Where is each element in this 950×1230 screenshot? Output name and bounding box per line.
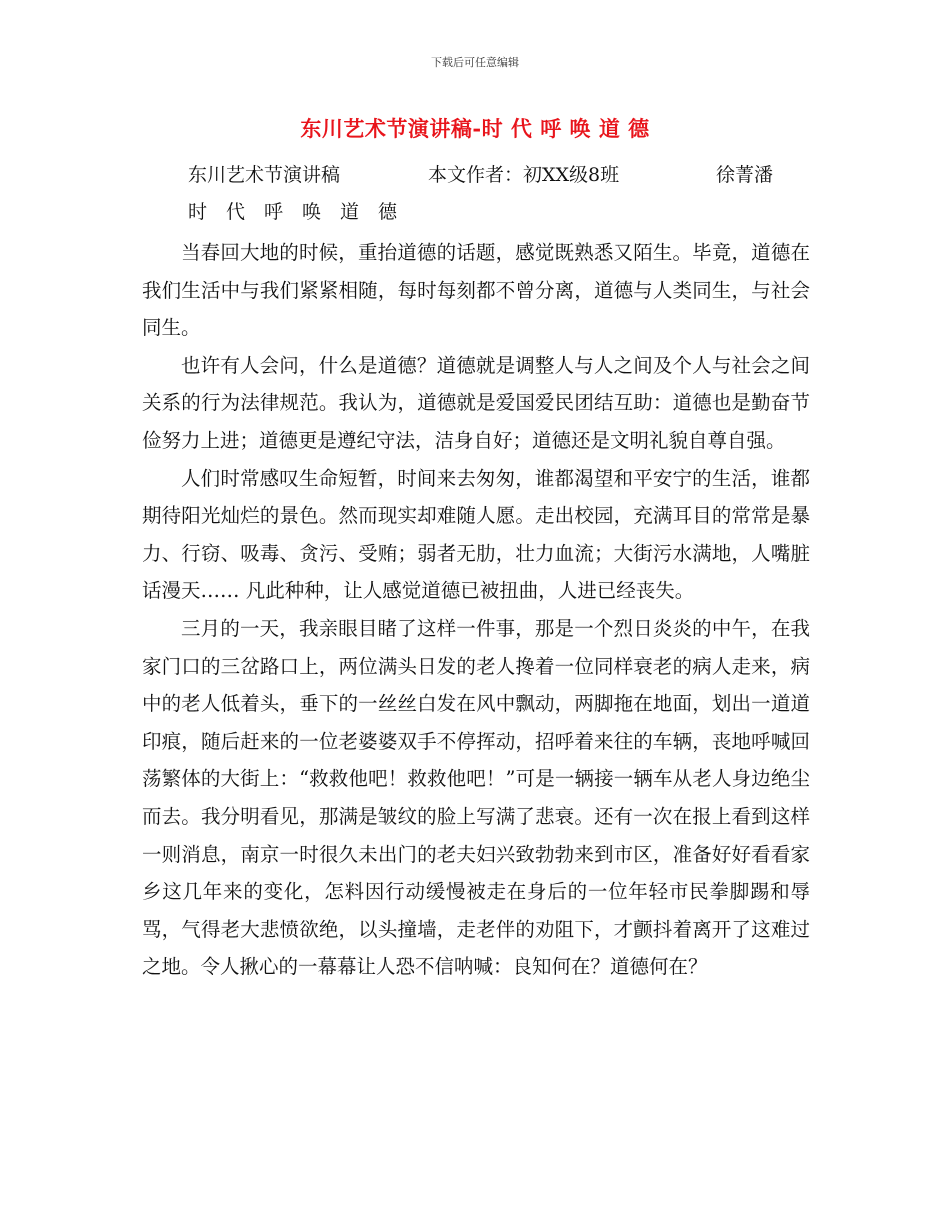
header-note: 下载后可任意编辑	[431, 56, 519, 69]
byline-author-name: 徐菁潘	[716, 164, 774, 186]
body-text	[142, 234, 810, 986]
byline-event: 东川艺术节演讲稿	[188, 164, 341, 186]
byline	[188, 160, 828, 190]
byline-author-class: 本文作者：初XX级8班	[428, 164, 620, 186]
speech-subtitle: 时 代 呼 唤 道 德	[188, 201, 398, 223]
paragraph: 人们时常感叹生命短暂，时间来去匆匆，谁都渴望和平安宁的生活，谁都期待阳光灿烂的景色。然而现实却难随人愿。走出校园，充满耳目的常常是暴力、行窃、吸毒、贪污、受贿；弱者无肋，壮力血流；大街污水满地，人嘴脏话漫天…… 凡此种种，让人感觉道德已被扭曲，人进已经丧失。	[142, 466, 810, 603]
paragraph: 三月的一天，我亲眼目睹了这样一件事，那是一个烈日炎炎的中午，在我家门口的三岔路口上，两位满头日发的老人搀着一位同样衰老的病人走来，病中的老人低着头，垂下的一丝丝白发在风中飘动，两脚拖在地面，划出一道道印痕，随后赶来的一位老婆婆双手不停挥动，招呼着来往的车辆，丧地呼喊回荡繁体的大街上：“救救他吧！救救他吧！”可是一辆接一辆车从老人身边绝尘而去。我分明看见，那满是皱纹的脸上写满了悲衰。还有一次在报上看到这样一则消息，南京一时很久未出门的老夫妇兴致勃勃来到市区，准备好好看看家乡这几年来的变化，怎料因行动缓慢被走在身后的一位年轻市民拳脚踢和辱骂，气得老大悲愤欲绝，以头撞墙，走老伴的劝阻下，才颤抖着离开了这难过之地。令人揪心的一幕幕让人恐不信呐喊：良知何在？道德何在？	[142, 616, 810, 979]
paragraph: 也许有人会问，什么是道德？道德就是调整人与人之间及个人与社会之间关系的行为法律规范。我认为，道德就是爱国爱民团结互助：道德也是勤奋节俭努力上进；道德更是遵纪守法，洁身自好；道德还是文明礼貌自尊自强。	[142, 353, 810, 452]
document-title: 东川艺术节演讲稿-时 代 呼 唤 道 德	[300, 116, 650, 141]
paragraph: 当春回大地的时候，重抬道德的话题，感觉既熟悉又陌生。毕竟，道德在我们生活中与我们紧紧相随，每时每刻都不曾分离，道德与人类同生，与社会同生。	[142, 241, 810, 340]
